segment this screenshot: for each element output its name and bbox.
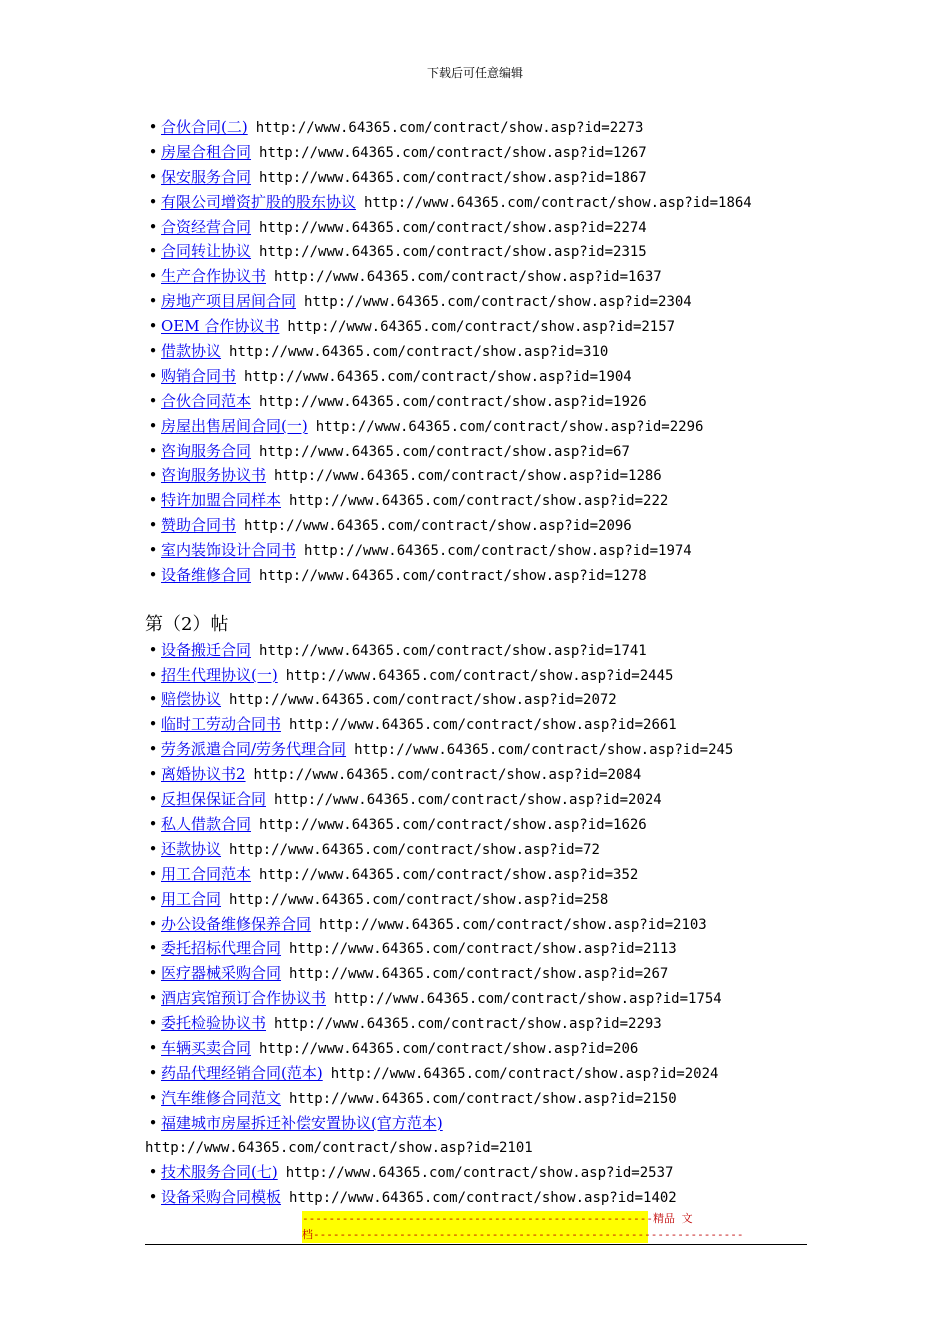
bullet-icon: • (148, 541, 158, 560)
contract-url: http://www.64365.com/contract/show.asp?id=2072 (229, 692, 617, 709)
bullet-icon: • (148, 665, 158, 684)
list-item (145, 239, 825, 264)
contract-link[interactable]: 购销合同书 (161, 366, 237, 385)
bullet-icon: • (148, 889, 158, 908)
contract-list-1 (145, 115, 825, 588)
contract-link[interactable]: 保安服务合同 (161, 167, 252, 186)
list-item (145, 439, 825, 464)
list-item (145, 115, 825, 140)
bullet-icon: • (148, 366, 158, 385)
list-item (145, 1111, 825, 1136)
contract-link[interactable]: 合同转让协议 (161, 242, 252, 261)
list-item (145, 289, 825, 314)
bullet-icon: • (148, 192, 158, 211)
contract-url: http://www.64365.com/contract/show.asp?id=1741 (259, 642, 647, 659)
bullet-icon: • (148, 317, 158, 336)
contract-url: http://www.64365.com/contract/show.asp?id=2101 (145, 1139, 533, 1156)
document-body (145, 115, 825, 1210)
contract-url: http://www.64365.com/contract/show.asp?id=2296 (315, 418, 704, 435)
bullet-icon: • (148, 765, 158, 784)
bullet-icon: • (148, 740, 158, 759)
contract-link[interactable]: 反担保保证合同 (161, 790, 267, 809)
bullet-icon: • (148, 939, 158, 958)
list-item (145, 663, 825, 688)
contract-link[interactable]: 私人借款合同 (161, 814, 252, 833)
bullet-icon: • (148, 790, 158, 809)
contract-link[interactable]: 用工合同 (161, 889, 222, 908)
bullet-icon: • (148, 118, 158, 136)
bullet-icon: • (148, 217, 158, 236)
bullet-icon: • (148, 1038, 158, 1057)
list-item (145, 1185, 825, 1210)
bullet-icon: • (148, 1014, 158, 1033)
list-item (145, 463, 825, 488)
contract-url: http://www.64365.com/contract/show.asp?id=1286 (274, 468, 662, 485)
contract-link[interactable]: 房地产项目居间合同 (161, 292, 297, 311)
list-item (145, 538, 825, 563)
contract-link[interactable]: 设备维修合同 (161, 566, 252, 585)
contract-link[interactable]: 离婚协议书2 (161, 765, 246, 784)
contract-link[interactable]: 赔偿协议 (161, 690, 222, 709)
contract-link[interactable]: 还款协议 (161, 839, 222, 858)
contract-link[interactable]: 用工合同范本 (161, 864, 252, 883)
bullet-icon: • (148, 715, 158, 734)
list-item (145, 862, 825, 887)
list-item (145, 1061, 825, 1086)
bullet-icon: • (148, 814, 158, 833)
bullet-icon: • (148, 441, 158, 460)
contract-url: http://www.64365.com/contract/show.asp?id=1867 (259, 169, 647, 186)
contract-url: http://www.64365.com/contract/show.asp?id=352 (259, 866, 639, 883)
contract-link[interactable]: 招生代理协议(一) (161, 665, 278, 684)
list-item (145, 389, 825, 414)
contract-link[interactable]: 合伙合同(二) (161, 118, 248, 136)
contract-link[interactable]: 有限公司增资扩股的股东协议 (161, 192, 357, 211)
list-item (145, 961, 825, 986)
contract-link[interactable]: 房屋合租合同 (161, 142, 252, 161)
list-item (145, 687, 825, 712)
bullet-icon: • (148, 167, 158, 186)
contract-url: http://www.64365.com/contract/show.asp?id=2293 (274, 1016, 662, 1033)
contract-link[interactable]: 劳务派遣合同/劳务代理合同 (161, 740, 347, 759)
bullet-icon: • (148, 466, 158, 485)
list-item (145, 1086, 825, 1111)
bullet-icon: • (148, 964, 158, 983)
bullet-icon: • (148, 566, 158, 585)
list-item (145, 812, 825, 837)
list-item (145, 986, 825, 1011)
contract-url: http://www.64365.com/contract/show.asp?id=2273 (255, 120, 644, 136)
list-item (145, 837, 825, 862)
contract-url: http://www.64365.com/contract/show.asp?id=2024 (274, 792, 662, 809)
bullet-icon: • (148, 914, 158, 933)
bullet-icon: • (148, 342, 158, 361)
list-item (145, 513, 825, 538)
list-item (145, 314, 825, 339)
bullet-icon: • (148, 1088, 158, 1107)
bullet-icon: • (148, 391, 158, 410)
contract-url: http://www.64365.com/contract/show.asp?id=2274 (259, 219, 647, 236)
contract-url: http://www.64365.com/contract/show.asp?id=1402 (289, 1190, 677, 1207)
contract-url: http://www.64365.com/contract/show.asp?id=1904 (244, 368, 632, 385)
contract-url: http://www.64365.com/contract/show.asp?id=258 (229, 891, 609, 908)
contract-link[interactable]: 借款协议 (161, 342, 222, 361)
contract-url: http://www.64365.com/contract/show.asp?id=2537 (285, 1165, 674, 1182)
contract-link[interactable]: OEM 合作协议书 (161, 317, 280, 336)
bullet-icon: • (148, 1163, 158, 1182)
list-item (145, 414, 825, 439)
list-item (145, 364, 825, 389)
list-item (145, 563, 825, 588)
contract-link[interactable]: 生产合作协议书 (161, 267, 267, 286)
contract-list-3 (145, 1160, 825, 1210)
contract-url: http://www.64365.com/contract/show.asp?id=1926 (259, 393, 647, 410)
contract-url: http://www.64365.com/contract/show.asp?id=2150 (289, 1090, 677, 1107)
contract-url: http://www.64365.com/contract/show.asp?id=2103 (319, 916, 707, 933)
list-item (145, 165, 825, 190)
contract-link[interactable]: 合资经营合同 (161, 217, 252, 236)
contract-link[interactable]: 医疗器械采购合同 (161, 964, 282, 983)
list-item (145, 762, 825, 787)
contract-url: http://www.64365.com/contract/show.asp?id=2661 (289, 717, 677, 734)
contract-url: http://www.64365.com/contract/show.asp?id=310 (229, 344, 609, 361)
bullet-icon: • (148, 839, 158, 858)
contract-url: http://www.64365.com/contract/show.asp?id=206 (259, 1040, 639, 1057)
bullet-icon: • (148, 292, 158, 311)
contract-link[interactable]: 委托检验协议书 (161, 1014, 267, 1033)
list-item (145, 712, 825, 737)
list-item (145, 638, 825, 663)
contract-url: http://www.64365.com/contract/show.asp?id=2304 (304, 294, 692, 311)
contract-link[interactable]: 药品代理经销合同(范本) (161, 1063, 323, 1082)
contract-link[interactable]: 福建城市房屋拆迁补偿安置协议(官方范本) (161, 1113, 443, 1132)
contract-link[interactable]: 汽车维修合同范文 (161, 1088, 282, 1107)
list-item (145, 936, 825, 961)
bullet-icon: • (148, 640, 158, 659)
bullet-icon: • (148, 989, 158, 1008)
contract-link[interactable]: 酒店宾馆预订合作协议书 (161, 989, 327, 1008)
contract-url: http://www.64365.com/contract/show.asp?id=2315 (259, 244, 647, 261)
list-item (145, 215, 825, 240)
contract-url: http://www.64365.com/contract/show.asp?id=1278 (259, 568, 647, 585)
bullet-icon: • (148, 1188, 158, 1207)
section-title: 第（2）帖 (145, 613, 229, 635)
contract-url: http://www.64365.com/contract/show.asp?id=1864 (364, 194, 752, 211)
contract-link[interactable]: 设备采购合同模板 (161, 1188, 282, 1207)
contract-url: http://www.64365.com/contract/show.asp?id=2096 (244, 518, 632, 535)
contract-url: http://www.64365.com/contract/show.asp?id=1637 (274, 269, 662, 286)
contract-url: http://www.64365.com/contract/show.asp?id=1974 (304, 543, 692, 560)
contract-link[interactable]: 临时工劳动合同书 (161, 715, 282, 734)
contract-list-2 (145, 638, 825, 1111)
contract-url: http://www.64365.com/contract/show.asp?id=2445 (285, 667, 674, 684)
contract-link[interactable]: 技术服务合同(七) (161, 1163, 278, 1182)
contract-url: http://www.64365.com/contract/show.asp?id=245 (354, 742, 734, 759)
list-item (145, 488, 825, 513)
list-item (145, 737, 825, 762)
contract-url: http://www.64365.com/contract/show.asp?id=2157 (287, 319, 676, 336)
footer-line-2: 档----------------------------------------------------------------- (302, 1228, 744, 1241)
contract-url: http://www.64365.com/contract/show.asp?id=1267 (259, 144, 647, 161)
contract-url: http://www.64365.com/contract/show.asp?id=267 (289, 966, 669, 983)
list-item (145, 1011, 825, 1036)
footer-banner (302, 1211, 744, 1243)
list-item (145, 1036, 825, 1061)
spacer (145, 588, 825, 613)
contract-link[interactable]: 咨询服务合同 (161, 441, 252, 460)
contract-link[interactable]: 设备搬迁合同 (161, 640, 252, 659)
contract-url: http://www.64365.com/contract/show.asp?id=1626 (259, 816, 647, 833)
list-item (145, 787, 825, 812)
bullet-icon: • (148, 516, 158, 535)
list-item (145, 339, 825, 364)
bullet-icon: • (148, 1063, 158, 1082)
contract-link[interactable]: 房屋出售居间合同(一) (161, 416, 308, 435)
list-item (145, 1160, 825, 1185)
contract-url: http://www.64365.com/contract/show.asp?id=222 (289, 493, 669, 510)
bullet-icon: • (148, 864, 158, 883)
contract-url: http://www.64365.com/contract/show.asp?id=2024 (330, 1065, 719, 1082)
list-item (145, 887, 825, 912)
contract-url: http://www.64365.com/contract/show.asp?id=72 (229, 841, 600, 858)
list-item (145, 912, 825, 937)
bullet-icon: • (148, 142, 158, 161)
bullet-icon: • (148, 267, 158, 286)
list-item (145, 264, 825, 289)
contract-url: http://www.64365.com/contract/show.asp?id=2113 (289, 941, 677, 958)
contract-url: http://www.64365.com/contract/show.asp?id=2084 (253, 767, 642, 784)
contract-link[interactable]: 室内装饰设计合同书 (161, 541, 297, 560)
contract-link[interactable]: 特许加盟合同样本 (161, 491, 282, 510)
bullet-icon: • (148, 416, 158, 435)
list-item (145, 140, 825, 165)
contract-link[interactable]: 咨询服务协议书 (161, 466, 267, 485)
page-header: 下载后可任意编辑 (426, 66, 523, 80)
contract-url: http://www.64365.com/contract/show.asp?id=1754 (334, 991, 722, 1008)
contract-link[interactable]: 赞助合同书 (161, 516, 237, 535)
contract-url: http://www.64365.com/contract/show.asp?id=67 (259, 443, 630, 460)
contract-link[interactable]: 合伙合同范本 (161, 391, 252, 410)
footer-line-1: -----------------------------------------------------精品 文 (302, 1212, 693, 1225)
list-item (145, 190, 825, 215)
bullet-icon: • (148, 491, 158, 510)
contract-link[interactable]: 车辆买卖合同 (161, 1038, 252, 1057)
footer-divider (145, 1244, 807, 1245)
contract-link[interactable]: 办公设备维修保养合同 (161, 914, 312, 933)
bullet-icon: • (148, 1113, 158, 1132)
contract-link[interactable]: 委托招标代理合同 (161, 939, 282, 958)
bullet-icon: • (148, 690, 158, 709)
bullet-icon: • (148, 242, 158, 261)
